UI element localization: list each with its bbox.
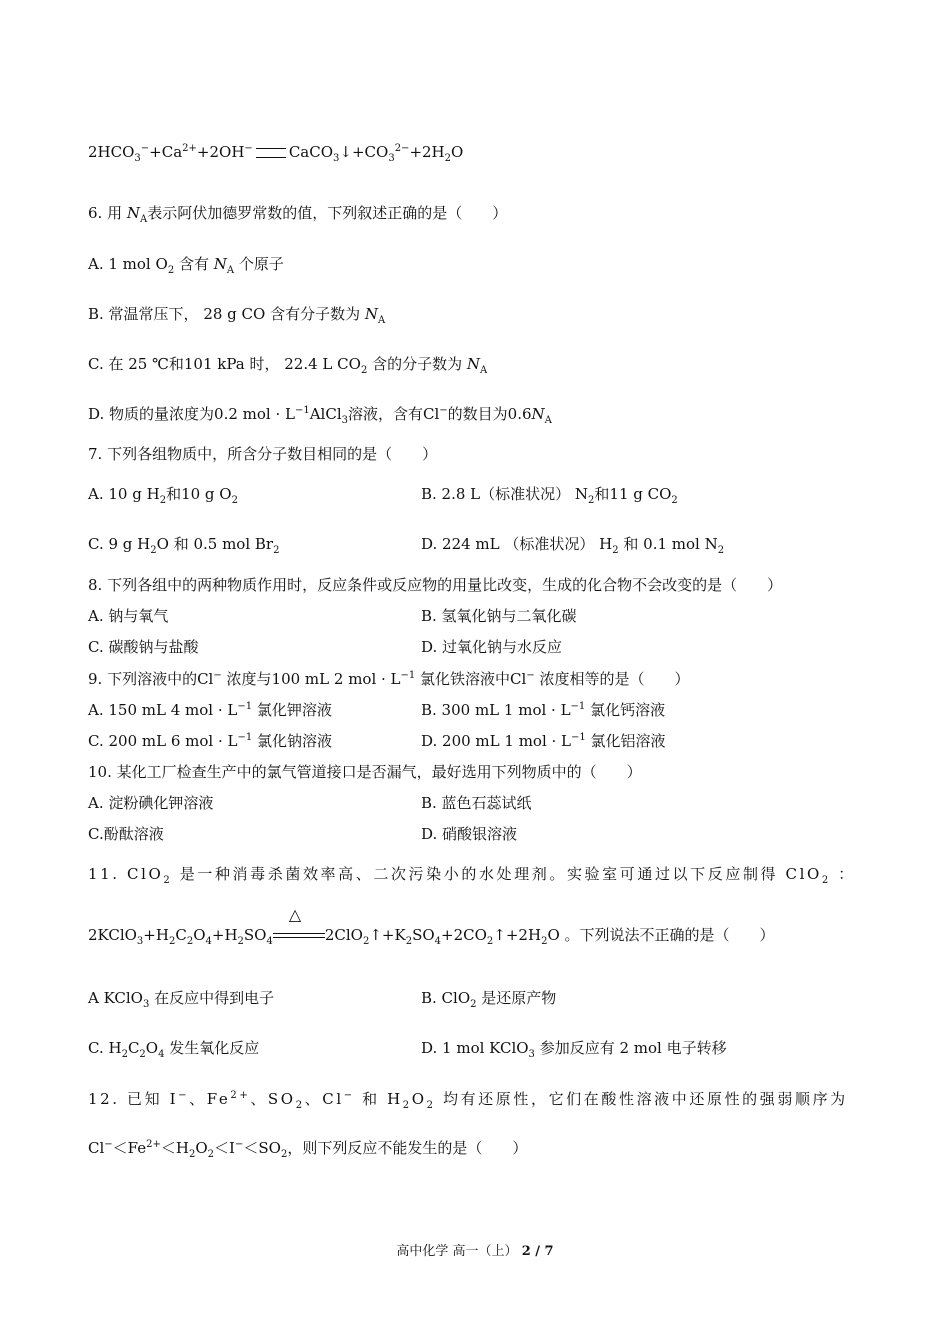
question-7-option-d: D. 224 mL （标准状况） $H_2$ 和 0.1 mol $N_2$ <box>421 535 725 556</box>
question-7-option-a: A. 10 g $H_2$和10 g $O_2$ <box>88 485 238 506</box>
heat-symbol: △ <box>288 905 302 924</box>
question-6-option-a: A. 1 mol $O_2$ 含有 $N_A$ 个原子 <box>88 255 284 276</box>
question-7-stem: 7. 下列各组物质中，所含分子数目相同的是（ ） <box>88 445 438 463</box>
question-10-option-c: C.酚酞溶液 <box>88 825 164 843</box>
question-8-option-a: A. 钠与氧气 <box>88 607 169 625</box>
question-10-option-b: B. 蓝色石蕊试纸 <box>421 794 532 812</box>
question-10-stem: 10. 某化工厂检查生产中的氯气管道接口是否漏气，最好选用下列物质中的（ ） <box>88 763 642 781</box>
question-9-option-a: A. 150 mL 4 mol · $L^{-1}$ 氯化钾溶液 <box>88 701 332 719</box>
question-6-stem: 6. 用 $N_A$表示阿伏加德罗常数的值，下列叙述正确的是（ ） <box>88 204 508 225</box>
question-9-option-b: B. 300 mL 1 mol · $L^{-1}$ 氯化钙溶液 <box>421 701 666 719</box>
question-8-option-c: C. 碳酸钠与盐酸 <box>88 638 199 656</box>
question-8-option-d: D. 过氧化钠与水反应 <box>421 638 563 656</box>
question-7-option-b: B. 2.8 L（标准状况） $N_2$和11 g $CO_2$ <box>421 485 678 506</box>
question-10-option-a: A. 淀粉碘化钾溶液 <box>88 794 214 812</box>
question-11-equation: $2KClO_3+H_2C_2O_4+H_2SO_4$ △ $2ClO_2↑+K_2SO_4+2CO_2↑+2H_2O$ 。下列说法不正确的是（ ） <box>88 905 775 947</box>
footer-title: 高中化学 高一（上） <box>396 1244 518 1259</box>
question-8-option-b: B. 氢氧化钠与二氧化碳 <box>421 607 577 625</box>
equals-sign <box>256 148 286 158</box>
question-12-stem-line1: 12. 已知 I−、$Fe^{2+}$、$SO_2$、Cl− 和 $H_2O_2$ 均有还原性，它们在酸性溶液中还原性的强弱顺序为 <box>88 1090 848 1111</box>
question-11-stem: 11. ClO$_2$ 是一种消毒杀菌效率高、二次污染小的水处理剂。实验室可通过以下反应制得 ClO$_2$ ： <box>88 865 856 886</box>
heat-reaction-arrow <box>273 905 325 943</box>
question-12-stem-line2: $Cl^-<Fe^{2+}<H_2O_2<I^-<SO_2$，则下列反应不能发生的是（ ） <box>88 1139 528 1160</box>
question-9-stem: 9. 下列溶液中的Cl− 浓度与100 mL 2 mol · $L^{-1}$ 氯化铁溶液中Cl− 浓度相等的是（ ） <box>88 670 690 688</box>
question-11-option-c: C. $H_2C_2O_4$ 发生氧化反应 <box>88 1039 260 1060</box>
question-6-option-b: B. 常温常压下， 28 g CO 含有分子数为 $N_A$ <box>88 305 386 326</box>
page-footer <box>0 1240 950 1259</box>
question-6-option-d: D. 物质的量浓度为0.2 mol · $L^{-1}AlCl_3$溶液，含有Cl−的数目为$0.6N_A$ <box>88 405 552 426</box>
question-11-option-a: A KClO$_3$ 在反应中得到电子 <box>88 989 275 1010</box>
question-9-option-d: D. 200 mL 1 mol · $L^{-1}$ 氯化铝溶液 <box>421 732 666 750</box>
question-6-option-c: C. 在 25 ℃和101 kPa 时， 22.4 L $CO_2$ 含的分子数为 $N_A$ <box>88 355 488 376</box>
question-11-option-b: B. ClO$_2$ 是还原产物 <box>421 989 557 1010</box>
question-7-option-c: C. 9 g $H_2O$ 和 0.5 mol $Br_2$ <box>88 535 280 556</box>
question-10-option-d: D. 硝酸银溶液 <box>421 825 518 843</box>
question-11-option-d: D. 1 mol KClO$_3$ 参加反应有 2 mol 电子转移 <box>421 1039 727 1060</box>
question-8-stem: 8. 下列各组中的两种物质作用时，反应条件或反应物的用量比改变，生成的化合物不会改变的是（ ） <box>88 576 783 594</box>
question-9-option-c: C. 200 mL 6 mol · $L^{-1}$ 氯化钠溶液 <box>88 732 333 750</box>
page-number: 2 / 7 <box>521 1244 554 1259</box>
equation-line: $2HCO_3^-+Ca^{2+}+2OH^-$ $CaCO_3↓+CO_3^{2-}+2H_2O$ <box>88 143 464 164</box>
